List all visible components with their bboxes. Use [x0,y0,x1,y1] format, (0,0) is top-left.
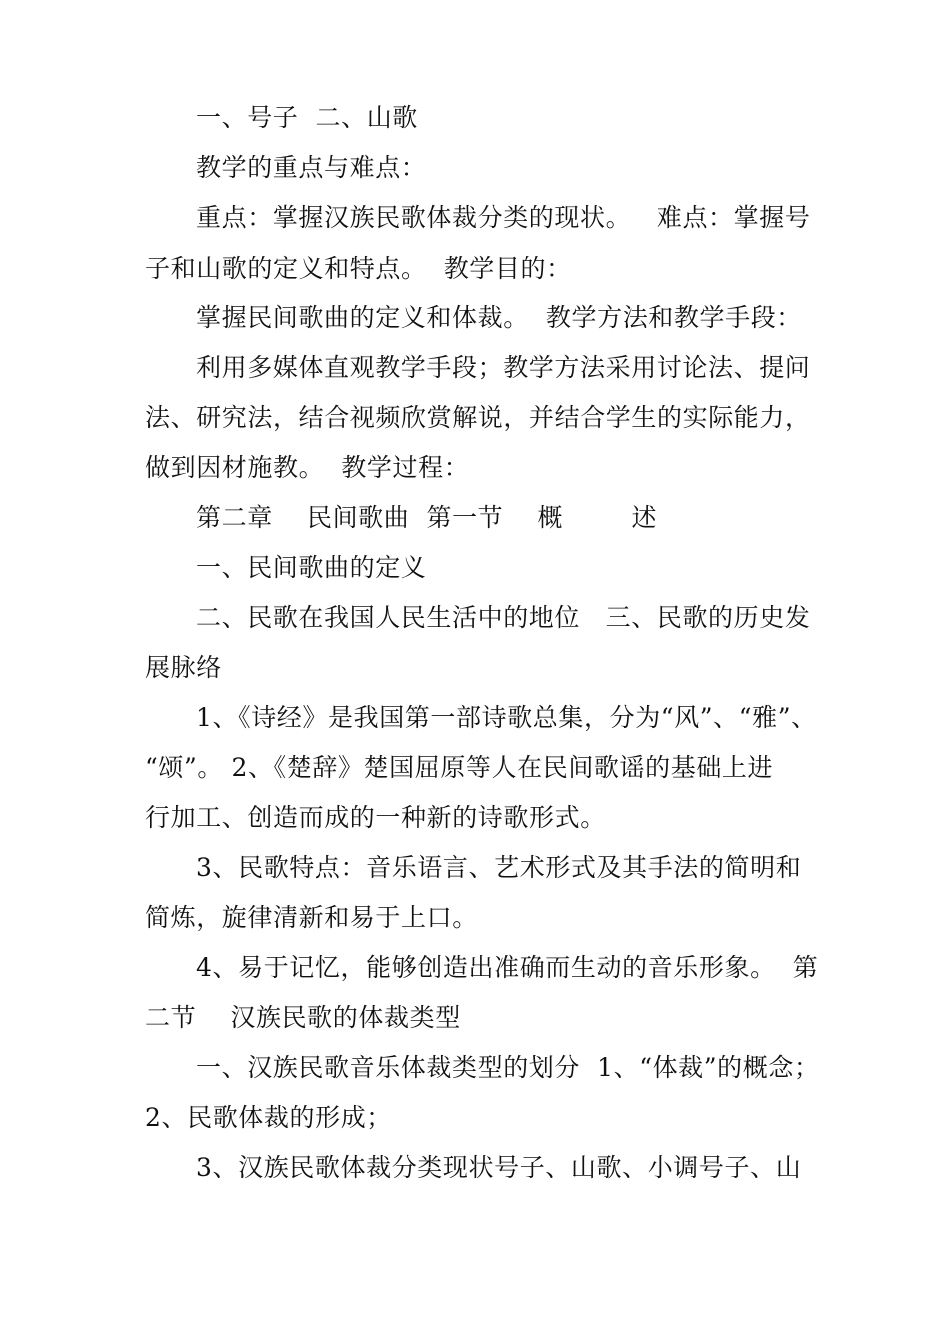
text-line: 教学的重点与难点： [196,153,427,182]
text-line: 做到因材施教。 教学过程： [145,453,470,482]
text-line: 3、民歌特点：音乐语言、艺术形式及其手法的简明和 [196,853,802,882]
text-line: 掌握民间歌曲的定义和体裁。 教学方法和教学手段： [196,303,802,332]
text-line: 法、研究法，结合视频欣赏解说，并结合学生的实际能力， [145,403,811,432]
text-line: 一、号子 二、山歌 [196,103,418,132]
text-line: 2、民歌体裁的形成； [145,1103,392,1132]
text-line: “颂”。 2、《楚辞》楚国屈原等人在民间歌谣的基础上进 [145,753,774,782]
text-line: 二、民歌在我国人民生活中的地位 三、民歌的历史发 [196,603,811,632]
text-line: 利用多媒体直观教学手段；教学方法采用讨论法、提问 [196,353,811,382]
text-line: 4、易于记忆，能够创造出准确而生动的音乐形象。 第 [196,953,819,982]
text-line: 展脉络 [145,653,222,682]
section-heading: 二节 汉族民歌的体裁类型 [145,1003,461,1032]
text-line: 简炼，旋律清新和易于上口。 [145,903,478,932]
text-line: 3、汉族民歌体裁分类现状号子、山歌、小调号子、山 [196,1153,802,1182]
text-line: 1、《诗经》是我国第一部诗歌总集，分为“风”、“雅”、 [196,703,817,732]
text-line: 一、民间歌曲的定义 [196,553,427,582]
text-line: 一、汉族民歌音乐体裁类型的划分 1、“体裁”的概念； [196,1053,820,1082]
chapter-heading: 第二章 民间歌曲 第一节 概 述 [196,503,658,532]
text-line: 行加工、创造而成的一种新的诗歌形式。 [145,803,606,832]
text-line: 子和山歌的定义和特点。 教学目的： [145,254,572,283]
text-line: 重点：掌握汉族民歌体裁分类的现状。 难点：掌握号 [196,203,811,232]
